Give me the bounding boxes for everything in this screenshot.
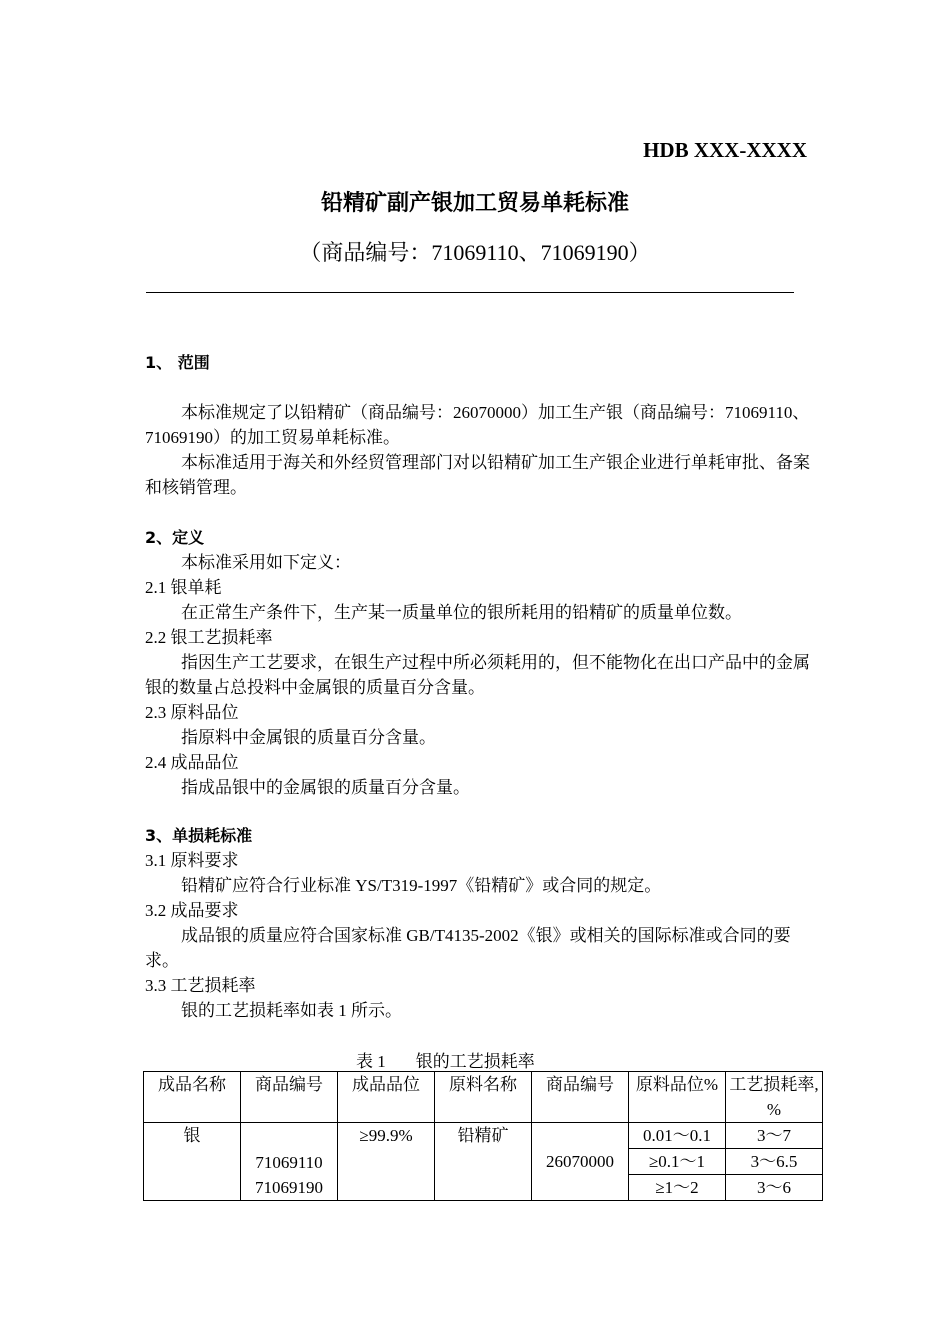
product-grade-cell: ≥99.9%: [338, 1123, 435, 1201]
table-title: 银的工艺损耗率: [415, 1052, 535, 1071]
section-heading: 3、单损耗标准: [145, 826, 253, 845]
definition-term: 2.2 银工艺损耗率: [145, 628, 273, 647]
header-cell: 商品编号: [241, 1072, 338, 1123]
material-code-cell: 26070000: [532, 1123, 629, 1201]
loss-rate-cell: 3～7: [726, 1123, 823, 1149]
header-cell: 工艺损耗率, %: [726, 1072, 823, 1123]
header-cell: 成品名称: [144, 1072, 241, 1123]
requirement-term: 3.1 原料要求: [145, 851, 239, 870]
section-definitions: [145, 525, 810, 800]
requirement-text: 铅精矿应符合行业标准 YS/T319-1997《铅精矿》或合同的规定。: [181, 876, 662, 895]
requirement-term: 3.3 工艺损耗率: [145, 976, 256, 995]
definition-text: 指原料中金属银的质量百分含量。: [181, 728, 436, 747]
requirement-text: 成品银的质量应符合国家标准 GB/T4135-2002《银》或相关的国际标准或合同的要求。: [145, 926, 791, 970]
requirement-text: 银的工艺损耗率如表 1 所示。: [181, 1001, 402, 1020]
loss-rate-cell: 3～6: [726, 1175, 823, 1201]
definition-term: 2.1 银单耗: [145, 578, 222, 597]
loss-rate-cell: 3～6.5: [726, 1149, 823, 1175]
definition-text: 指成品银中的金属银的质量百分含量。: [181, 778, 470, 797]
table-number: 表 1: [356, 1052, 386, 1071]
paragraph: 本标准规定了以铅精矿（商品编号：26070000）加工生产银（商品编号：71069110、71069190）的加工贸易单耗标准。: [145, 403, 810, 447]
definition-term: 2.4 成品品位: [145, 753, 239, 772]
document-title: 铅精矿副产银加工贸易单耗标准: [320, 191, 629, 216]
material-name-cell: 铅精矿: [435, 1123, 532, 1201]
title-divider: [146, 292, 794, 293]
material-grade-cell: ≥1～2: [629, 1175, 726, 1201]
table-header-row: [144, 1072, 823, 1123]
loss-rate-table: [143, 1071, 823, 1201]
section-scope: [145, 350, 810, 500]
header-cell: 商品编号: [532, 1072, 629, 1123]
table-row: [144, 1123, 823, 1149]
header-cell: 原料品位%: [629, 1072, 726, 1123]
section-heading: 2、定义: [145, 528, 205, 547]
product-code-cell: [241, 1123, 338, 1201]
material-grade-cell: ≥0.1～1: [629, 1149, 726, 1175]
paragraph: 本标准采用如下定义：: [181, 553, 351, 572]
requirement-term: 3.2 成品要求: [145, 901, 239, 920]
definition-text: 指因生产工艺要求，在银生产过程中所必须耗用的，但不能物化在出口产品中的金属银的数量占总投料中金属银的质量百分含量。: [145, 653, 810, 697]
document-code: HDB XXX-XXXX: [643, 138, 807, 162]
header-cell: 成品品位: [338, 1072, 435, 1123]
product-name-cell: 银: [144, 1123, 241, 1201]
product-code: 71069110: [255, 1153, 323, 1172]
header-cell: 原料名称: [435, 1072, 532, 1123]
paragraph: 本标准适用于海关和外经贸管理部门对以铅精矿加工生产银企业进行单耗审批、备案和核销管理。: [145, 453, 810, 497]
section-heading: 1、 范围: [145, 353, 210, 372]
product-code: 71069190: [255, 1178, 323, 1197]
table-caption: [356, 1047, 535, 1072]
definition-text: 在正常生产条件下，生产某一质量单位的银所耗用的铅精矿的质量单位数。: [181, 603, 742, 622]
definition-term: 2.3 原料品位: [145, 703, 239, 722]
document-subtitle: （商品编号：71069110、71069190）: [299, 240, 651, 265]
material-grade-cell: 0.01～0.1: [629, 1123, 726, 1149]
section-standard: [145, 823, 810, 1023]
